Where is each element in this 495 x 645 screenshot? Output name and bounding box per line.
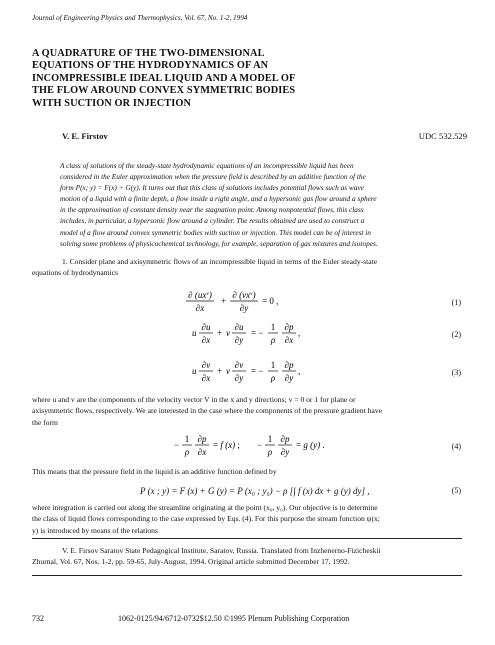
svg-text:ρ: ρ (184, 447, 190, 457)
svg-text:ρ: ρ (270, 335, 276, 345)
svg-text:v: v (226, 366, 230, 376)
svg-text:∂y: ∂y (280, 447, 290, 457)
journal-header: Journal of Engineering Physics and Thermophysics, Vol. 67, No. 1-2, 1994 (32, 14, 248, 22)
svg-text:+: + (217, 328, 223, 338)
paragraph-line: equations of hydrodynamics (32, 268, 119, 278)
equation-5-formula: P (x ; y) = F (x) + G (y) = P (x₀ ; y₀) − ρ [∫ f (x) dx + g (y) dy] , (140, 486, 370, 496)
svg-text:∂u: ∂u (234, 322, 244, 332)
svg-text:= 0 ,: = 0 , (262, 296, 279, 306)
equation-4 (0, 432, 495, 462)
abstract (60, 160, 470, 249)
svg-text:ρ: ρ (267, 447, 273, 457)
svg-text:∂p: ∂p (280, 434, 290, 444)
svg-text:∂x: ∂x (201, 373, 211, 383)
svg-text:∂y: ∂y (239, 303, 249, 313)
page-number: 732 (32, 614, 44, 623)
svg-text:∂y: ∂y (284, 373, 294, 383)
paragraph-line: where integration is carried out along the streamline originating at the point (x₀, y₀). Our objective is to determine (32, 503, 378, 512)
abstract-line: model of a flow around convex symmetric bodies with suction or injection. This model can be of interest in (60, 227, 371, 237)
author-name: V. E. Firstov (62, 131, 108, 141)
paragraph-2 (32, 394, 382, 428)
paragraph-1 (32, 256, 377, 279)
abstract-line: motion of a liquid with a finite depth, a flow inside a right angle, and a hypersonic gas flow around a sphere (60, 194, 377, 204)
svg-text:,: , (298, 328, 301, 338)
svg-text:1: 1 (270, 322, 276, 332)
equation-2-formula (0, 320, 495, 350)
svg-text:+: + (217, 366, 223, 376)
paragraph-line: the form (32, 417, 58, 427)
equation-2 (0, 320, 495, 350)
abstract-line: considered in the Euler approximation when the pressure field is described by an additive function of the (60, 172, 366, 182)
paragraph-3 (32, 466, 277, 477)
svg-text:= −: = − (251, 366, 264, 376)
abstract-line: A class of solutions of the steady-state hydrodynamic equations of an incompressible liquid has been (60, 161, 354, 170)
svg-text:= −: = − (251, 328, 264, 338)
svg-text:∂x: ∂x (195, 303, 205, 313)
svg-text:,: , (298, 366, 301, 376)
equation-1-formula (0, 288, 495, 318)
paragraph-line: y) is introduced by means of the relations (32, 525, 158, 535)
svg-text:= f (x) ;: = f (x) ; (213, 440, 240, 450)
svg-text:ρ: ρ (270, 373, 276, 383)
svg-text:u: u (192, 366, 197, 376)
title-line: A QUADRATURE OF THE TWO-DIMENSIONAL (32, 48, 265, 59)
equation-4-formula (0, 432, 495, 462)
paragraph-4 (32, 502, 380, 536)
abstract-line: form P(x; y) = F(x) + G(y). It turns out that this class of solutions includes potential flows such as wave (60, 183, 364, 193)
equation-5 (0, 484, 495, 500)
svg-text:∂u: ∂u (201, 322, 211, 332)
paragraph-line: axisymmetric flows, respectively. We are interested in the case where the components of the pressure gradient have (32, 406, 383, 416)
svg-text:∂x: ∂x (284, 335, 294, 345)
equation-number: (3) (451, 368, 461, 377)
svg-text:∂p: ∂p (284, 360, 294, 370)
footnote-divider (32, 538, 462, 539)
paragraph-line: where u and v are the components of the velocity vector V in the x and y directions; v = 0 or 1 for plane or (32, 395, 356, 404)
svg-text:∂x: ∂x (197, 447, 207, 457)
equation-number: (4) (451, 442, 461, 451)
svg-text:v: v (226, 328, 230, 338)
svg-text:1: 1 (270, 360, 276, 370)
svg-text:∂y: ∂y (234, 335, 244, 345)
paragraph-line: This means that the pressure field in the liquid is an additive function defined by (32, 467, 277, 476)
svg-text:−: − (257, 440, 263, 450)
abstract-line: solving some problems of physicochemical technology, for example, separation of gas mixtures and isotopes. (60, 238, 378, 248)
title-line: EQUATIONS OF THE HYDRODYNAMICS OF AN (32, 60, 269, 72)
abstract-line: includes, in particular, a hypersonic flow around a cylinder. The results obtained are used to construct a (60, 216, 365, 226)
svg-text:∂x: ∂x (201, 335, 211, 345)
title-line: INCOMPRESSIBLE IDEAL LIQUID AND A MODEL OF (32, 72, 296, 84)
svg-text:∂ (uxν): ∂ $(ux^\nu)$ (188, 290, 212, 300)
svg-text:1: 1 (267, 434, 273, 444)
svg-text:∂ (vxν): ∂ $(vx^\nu)$ (232, 290, 256, 300)
article-title (32, 48, 462, 110)
footnote-line: Zhurnal, Vol. 67, Nos. 1-2, pp. 59-65, July-August, 1994. Original article submitted December 17, 1992. (32, 557, 350, 567)
equation-3-formula (0, 358, 495, 388)
paragraph-line: the class of liquid flows corresponding to the case expressed by Eqs. (4). For this purpose the stream function ψ(x; (32, 514, 380, 524)
svg-text:u: u (192, 328, 197, 338)
title-line: WITH SUCTION OR INJECTION (32, 97, 191, 109)
equation-number: (1) (451, 298, 461, 307)
equation-3 (0, 358, 495, 388)
equation-number: (2) (451, 330, 461, 339)
footnote (32, 545, 467, 568)
issn-line: 1062-0125/94/6712-0732$12.50 ©1995 Plenum Publishing Corporation (118, 614, 350, 623)
bottom-divider (32, 575, 462, 576)
paragraph-line: 1. Consider plane and axisymmetric flows of an incompressible liquid in terms of the Euler steady-state (62, 257, 378, 266)
title-line: THE FLOW AROUND CONVEX SYMMETRIC BODIES (32, 85, 296, 97)
svg-text:= g (y) .: = g (y) . (296, 440, 325, 450)
footnote-line: V. E. Firsov Saratov State Pedagogical Institute, Saratov, Russia. Translated from Inzhenerno-Fizicheskii (62, 546, 381, 555)
equation-number: (5) (451, 486, 461, 495)
udc-code: UDC 532.529 (418, 131, 467, 141)
svg-text:∂y: ∂y (234, 373, 244, 383)
svg-text:∂p: ∂p (197, 434, 207, 444)
svg-text:1: 1 (184, 434, 190, 444)
abstract-line: in the approximation of constant density near the stagnation point. Among nonpotential flows, this class (60, 205, 364, 215)
svg-text:+: + (221, 296, 227, 306)
equation-1 (0, 288, 495, 318)
svg-text:∂v: ∂v (201, 360, 211, 370)
svg-text:∂v: ∂v (234, 360, 244, 370)
svg-text:∂p: ∂p (284, 322, 294, 332)
svg-text:−: − (174, 440, 180, 450)
